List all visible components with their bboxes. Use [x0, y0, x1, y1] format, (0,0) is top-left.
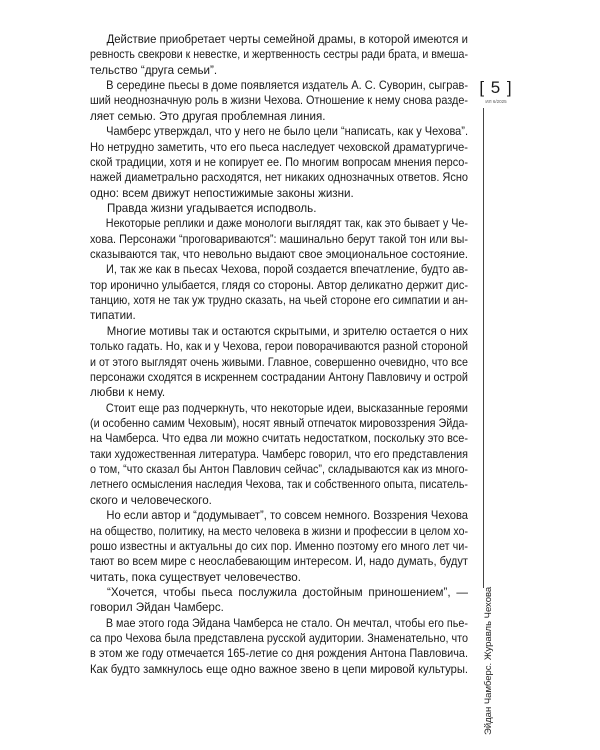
text-line: говорил Эйдан Чамберс.	[90, 601, 224, 615]
text-line: ского и человеческого.	[90, 493, 212, 507]
text-line: тор иронично улыбается, глядя со стороны. Автор деликатно держит дис-	[90, 278, 469, 292]
text-line: одно: всем движут непостижимые законы жизни.	[90, 186, 354, 200]
text-line: Многие мотивы так и остаются скрытыми, и зрителю остается о них	[106, 324, 468, 338]
text-line-row	[90, 186, 468, 201]
text-line-row	[90, 447, 468, 462]
text-line: танцию, хотя не так уж трудно сказать, на чьей стороне его симпатии и ан-	[90, 294, 469, 308]
text-line-row	[90, 339, 468, 354]
paragraph	[90, 585, 468, 616]
text-line-row	[90, 477, 468, 492]
paragraph	[90, 262, 468, 323]
text-line-row	[90, 262, 468, 277]
text-line-row	[90, 47, 468, 62]
text-line: нажей диаметрально расходятся, нет никаких однозначных ответов. Ясно	[90, 171, 469, 185]
text-line-row	[90, 570, 468, 585]
page-number: [ 5 ]	[479, 78, 513, 97]
text-line: В середине пьесы в доме появляется издатель А. С. Суворин, сыграв-	[106, 79, 469, 93]
text-line: ской традиции, хотя и не копирует ее. По многим вопросам мнения персо-	[90, 155, 468, 169]
text-line: тают во всем мире с неослабевающим интересом. И, надо думать, будут	[90, 555, 468, 569]
margin-rule	[483, 108, 484, 588]
text-line: Действие приобретает черты семейной драмы, в которой имеются и	[106, 33, 469, 46]
text-line-row	[90, 662, 468, 677]
text-line-row	[90, 616, 468, 631]
text-line-row	[90, 646, 468, 661]
text-line: хова. Персонажи “проговариваются”: машинально берут такой тон или вы-	[90, 232, 468, 246]
text-line-row	[90, 201, 468, 216]
text-line-row	[90, 355, 468, 370]
text-line-row	[90, 324, 468, 339]
issue-label: ИЛ 6/2025	[485, 99, 507, 104]
text-line-row	[90, 308, 468, 323]
paragraph	[90, 616, 468, 677]
text-line: Чамберс утверждал, что у него не было цели “написать, как у Чехова”.	[106, 125, 469, 139]
text-line-row	[90, 493, 468, 508]
text-line-row	[90, 109, 468, 124]
text-line-row	[90, 401, 468, 416]
text-line-row	[90, 247, 468, 262]
text-line-row	[90, 293, 468, 308]
text-line-row	[90, 278, 468, 293]
paragraph	[90, 401, 468, 509]
text-line-row	[90, 78, 468, 93]
text-line: (и особенно самим Чеховым), носят явный отпечаток мировоззрения Эйда-	[90, 416, 469, 430]
text-line-row	[90, 140, 468, 155]
article-body	[90, 32, 468, 677]
text-line-row	[90, 585, 468, 600]
text-line-row	[90, 93, 468, 108]
text-line: и от этого выглядят очень живыми. Главное, совершенно очевидно, что все	[90, 355, 468, 369]
text-line-row	[90, 232, 468, 247]
text-line: И, так же как в пьесах Чехова, порой создается впечатление, будто ав-	[106, 263, 468, 277]
paragraph	[90, 201, 468, 216]
text-line-row	[90, 370, 468, 385]
text-line-row	[90, 63, 468, 78]
text-line-row	[90, 155, 468, 170]
paragraph	[90, 32, 468, 78]
text-line-row	[90, 385, 468, 400]
text-line-row	[90, 631, 468, 646]
text-line-row	[90, 124, 468, 139]
text-line-row	[90, 216, 468, 231]
text-line: читать, пока существует человечество.	[90, 570, 301, 584]
text-line: Правда жизни угадывается исподволь.	[107, 201, 317, 215]
text-line-row	[90, 539, 468, 554]
text-line: любви к нему.	[90, 386, 166, 400]
text-line: персонажи сходятся в искреннем сострадании Антону Павловичу и острой	[90, 370, 468, 384]
text-line: ляет семью. Это другая проблемная линия.	[90, 109, 326, 123]
text-line-row	[90, 416, 468, 431]
text-line-row	[90, 554, 468, 569]
text-line: сказываются так, что невольно выдают свое эмоциональное состояние.	[90, 248, 468, 262]
text-line: типатии.	[90, 309, 136, 323]
text-line: таки художественная литература. Чамберс говорил, что его представления	[90, 447, 468, 461]
text-line-row	[90, 170, 468, 185]
text-line: Некоторые реплики и даже монологи выглядят так, как это бывает у Че-	[105, 217, 468, 231]
text-line-row	[90, 431, 468, 446]
text-line: ший неоднозначную роль в жизни Чехова. Отношение к нему снова разде-	[90, 94, 468, 108]
text-line-row	[90, 32, 468, 47]
text-line: в этом же году отмечается 165-летие со дня рождения Антона Павловича.	[90, 647, 468, 661]
text-line: Но если автор и “додумывает”, то совсем немного. Воззрения Чехова	[106, 509, 469, 523]
paragraph	[90, 78, 468, 124]
text-line: о том, “что сказал бы Антон Павлович сейчас”, складываются как из много-	[90, 463, 469, 477]
paragraph	[90, 124, 468, 201]
running-title: Эйдан Чамберс. Журавль Чехова	[483, 586, 494, 735]
text-line: тельство “друга семьи”.	[90, 63, 218, 77]
text-line-row	[90, 462, 468, 477]
text-line-row	[90, 508, 468, 523]
text-line-row	[90, 600, 468, 615]
text-line-row	[90, 524, 468, 539]
text-line: Как будто замкнулось еще одно важное звено в цепи мировой культуры.	[90, 662, 468, 676]
text-line: на Чамберса. Что едва ли можно считать недостатком, поскольку это все-	[90, 432, 469, 446]
text-line: “Хочется, чтобы пьеса послужила достойным приношением”, —	[107, 585, 469, 599]
text-line: Но нетрудно заметить, что его пьеса наследует чеховской драматургиче-	[90, 140, 468, 154]
text-line: на общество, политику, на место человека в жизни и профессии в целом хо-	[90, 524, 469, 538]
text-line: Стоит еще раз подчеркнуть, что некоторые идеи, высказанные героями	[105, 401, 469, 415]
text-line: летнего осмысления наследия Чехова, так и собственного опыта, писатель-	[90, 478, 468, 492]
text-line: только гадать. Но, как и у Чехова, герои поворачиваются разной стороной	[90, 340, 468, 354]
paragraph	[90, 324, 468, 401]
text-line: са про Чехова была представлена русской аудитории. Знаменательно, что	[90, 632, 468, 646]
text-line: ревность свекрови к невестке, и жертвенность сестры ради брата, и вмеша-	[90, 48, 468, 62]
text-line: рошо известны и актуальны до сих пор. Именно поэтому его много лет чи-	[90, 539, 469, 553]
paragraph	[90, 508, 468, 585]
text-line: В мае этого года Эйдана Чамберса не стало. Он мечтал, чтобы его пье-	[105, 616, 468, 630]
paragraph	[90, 216, 468, 262]
